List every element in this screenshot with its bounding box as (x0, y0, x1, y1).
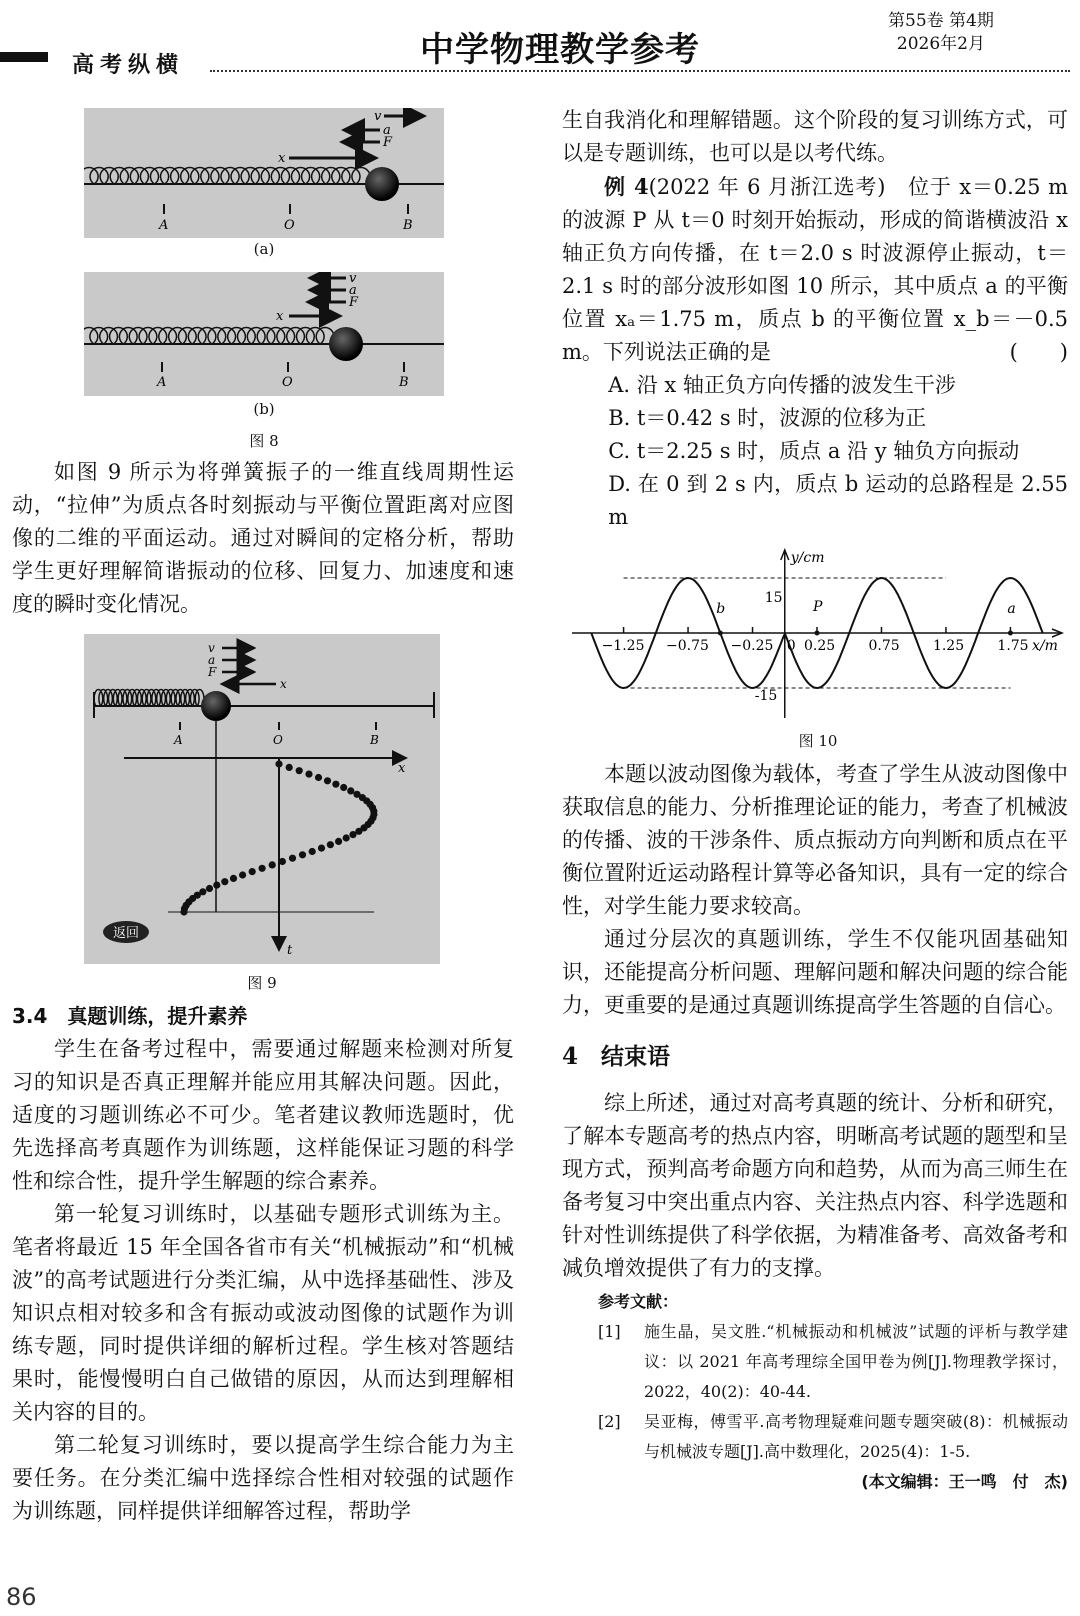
right-column-bottom (562, 758, 1068, 1497)
paragraph: 第二轮复习训练时，要以提高学生综合能力为主要任务。在分类汇编中选择综合性相对较强的试题作为训练题，同样提供详细解答过程，帮助学 (12, 1433, 514, 1523)
x-tick-label: −0.75 (666, 638, 709, 654)
trace-dot (340, 784, 347, 791)
return-button-label: 返回 (112, 926, 140, 941)
example-text: (2022 年 6 月浙江选考) 位于 x＝0.25 m 的波源 P 从 t＝0 时刻开始振动，形成的简谐横波沿 x 轴正负方向传播，在 t＝2.0 s 时波源停止振动，t＝2.1 s 时的部分波形如图 10 所示，其中质点 a 的平衡位置 xₐ＝1.75 m，质点 b 的平衡位置 x_b＝－0.5 m。下列说法正确的是 (562, 175, 1068, 364)
a-label: a (208, 653, 216, 667)
trace-dot (221, 878, 228, 885)
trace-dot (180, 908, 187, 915)
point-marker (718, 631, 723, 636)
trace-dot (327, 841, 334, 848)
point-a-label: A (159, 218, 169, 233)
journal-title: 中学物理教学参考 (420, 30, 700, 70)
paragraph: 如图 9 所示为将弹簧振子的一维直线周期性运动，“拉伸”为质点各时刻振动与平衡位置距离对应图像的二维的平面运动。通过对瞬间的定格分析，帮助学生更好理解简谐振动的位移、回复力、加速度和速度的瞬时变化情况。 (12, 460, 514, 616)
x-tick-label: −1.25 (601, 638, 645, 654)
x-label: x (276, 309, 284, 324)
section-heading-4: 4 结束语 (562, 1043, 671, 1070)
ball (329, 327, 363, 361)
f-label: F (208, 665, 217, 679)
right-column-top (562, 104, 1068, 534)
x-axis-label: x (398, 761, 406, 776)
trace-dot (239, 871, 246, 878)
f-label: F (349, 295, 359, 310)
trace-dot (332, 781, 339, 788)
reference-number: [2] (598, 1412, 621, 1431)
trace-dot (299, 851, 306, 858)
figure-8b-caption: (b) (253, 400, 275, 418)
trace-dot (324, 777, 331, 784)
t-axis-label: t (287, 943, 293, 958)
trace-dot (296, 767, 303, 774)
option-a: A. 沿 x 轴正负方向传播的波发生干涉 (608, 373, 956, 397)
y-axis-label: y/cm (790, 550, 825, 566)
point-marker (815, 631, 820, 636)
y-tick-top: 15 (764, 590, 783, 606)
paragraph: 学生在备考过程中，需要通过解题来检测对所复习的知识是否真正理解并能应用其解决问题。因此，适度的习题训练必不可少。笔者建议教师选题时，优先选择高考真题作为训练题，这样能保证习题的科学性和综合性，提升学生解题的综合素养。 (12, 1037, 514, 1193)
point-marker (1008, 631, 1013, 636)
trace-dot (286, 764, 293, 771)
point-p-label: P (813, 599, 823, 615)
v-label: v (208, 641, 215, 655)
x-tick-label: 1.75 (997, 638, 1029, 654)
editor-note: (本文编辑：王一鸣 付 杰) (861, 1472, 1068, 1491)
reference-item (562, 1407, 1068, 1467)
trace-dot (343, 834, 350, 841)
option-b: B. t＝0.42 s 时，波源的位移为正 (608, 406, 927, 430)
issue-date: 2026年2月 (896, 34, 985, 54)
figure-8-caption: 图 8 (249, 432, 279, 450)
ball (365, 167, 399, 201)
point-o-label: O (273, 733, 283, 747)
x-tick-label: −0.25 (730, 638, 774, 654)
references-title: 参考文献： (598, 1292, 679, 1311)
trace-dot (249, 868, 256, 875)
figure-9-caption: 图 9 (247, 974, 277, 992)
figure-10-caption: 图 10 (798, 732, 838, 750)
x-label: x (278, 151, 286, 166)
trace-dot (259, 865, 266, 872)
v-label: v (374, 109, 382, 124)
chart-plot (572, 550, 1062, 718)
x-tick-label: 0.75 (868, 638, 900, 654)
figure-8b (84, 272, 444, 396)
reference-number: [1] (598, 1322, 621, 1341)
example-4 (562, 170, 1068, 369)
x-tick-label: 1.25 (932, 638, 965, 654)
v-label: v (349, 272, 357, 286)
point-b-label: B (370, 733, 379, 747)
point-a-label: A (157, 375, 167, 390)
section-name: 高考纵横 (72, 53, 185, 78)
figure-10-chart (568, 548, 1068, 718)
trace-dot (305, 771, 312, 778)
f-label: F (383, 135, 393, 150)
section-tab-bar (0, 52, 48, 62)
references (562, 1287, 1068, 1497)
trace-dot (335, 838, 342, 845)
trace-dot (349, 831, 356, 838)
figure-9 (84, 634, 440, 964)
page-number: 86 (6, 1583, 37, 1611)
x-tick-label: 0.25 (804, 638, 836, 654)
trace-dot (275, 760, 282, 767)
paragraph: 本题以波动图像为载体，考查了学生从波动图像中获取信息的能力、分析推理论证的能力，考查了机械波的传播、波的干涉条件、质点振动方向判断和质点在平衡位置附近运动路程计算等必备知识，具有一定的综合性，对学生能力要求较高。 (562, 762, 1068, 918)
figure-8a (84, 108, 444, 238)
trace-dot (318, 845, 325, 852)
ball (201, 691, 231, 721)
paragraph: 通过分层次的真题训练，学生不仅能巩固基础知识，还能提高分析问题、理解问题和解决问题的综合能力，更重要的是通过真题训练提高学生答题的自信心。 (562, 927, 1068, 1017)
reference-text: 吴亚梅，傅雪平.高考物理疑难问题专题突破(8)：机械振动与机械波专题[J].高中数理化，2025(4)：1-5. (644, 1412, 1068, 1461)
point-b-label: b (716, 601, 726, 617)
reference-item (562, 1317, 1068, 1407)
option-c: C. t＝2.25 s 时，质点 a 沿 y 轴负方向振动 (608, 439, 1020, 463)
trace-dot (309, 848, 316, 855)
trace-dot (289, 855, 296, 862)
point-o-label: O (284, 218, 295, 233)
point-o-label: O (282, 375, 293, 390)
x-tick-label: 0 (786, 638, 796, 654)
trace-dot (269, 861, 276, 868)
answer-bracket: ( ) (1009, 340, 1068, 364)
volume: 第55卷 第4期 (888, 11, 994, 31)
trace-dot (213, 882, 220, 889)
point-b-label: B (399, 375, 409, 390)
x-axis-label: x/m (1032, 638, 1058, 654)
figure-8a-caption: (a) (253, 240, 275, 258)
point-b-label: B (403, 218, 413, 233)
paragraph: 生自我消化和理解错题。这个阶段的复习训练方式，可以是专题训练，也可以是以考代练。 (562, 108, 1068, 165)
reference-text: 施生晶，吴文胜.“机械振动和机械波”试题的评析与教学建议：以 2021 年高考理综全国甲卷为例[J].物理教学探讨，2022，40(2)：40-44. (644, 1322, 1068, 1401)
trace-dot (206, 885, 213, 892)
point-a-label: a (1007, 601, 1016, 617)
paragraph: 第一轮复习训练时，以基础专题形式训练为主。笔者将最近 15 年全国各省市有关“机械振动”和“机械波”的高考试题进行分类汇编，从中选择基础性、涉及知识点相对较多和含有振动或波动图像的试题作为训练专题，同时提供详细的解析过程。学生核对答题结果时，能慢慢明白自己做错的原因，从而达到理解相关内容的目的。 (12, 1202, 514, 1424)
paragraph: 综上所述，通过对高考真题的统计、分析和研究，了解本专题高考的热点内容，明晰高考试题的题型和呈现方式，预判高考命题方向和趋势，从而为高三师生在备考复习中突出重点内容、关注热点内容、科学选题和针对性训练提供了科学依据，为精准备考、高效备考和减负增效提供了有力的支撑。 (562, 1091, 1068, 1280)
left-column-top (12, 456, 514, 621)
example-label: 例 4 (604, 174, 649, 199)
trace-dot (347, 787, 354, 794)
y-tick-bottom: -15 (754, 688, 778, 704)
option-d: D. 在 0 到 2 s 内，质点 b 运动的总路程是 2.55 m (608, 472, 1068, 529)
section-heading-3-4: 3.4 真题训练，提升素养 (12, 1004, 248, 1028)
a-label: a (383, 123, 391, 138)
x-label: x (280, 677, 287, 691)
trace-dot (279, 858, 286, 865)
a-label: a (349, 283, 357, 298)
point-a-label: A (174, 733, 183, 747)
left-column-bottom (12, 1000, 514, 1528)
issue-info (888, 10, 994, 56)
trace-dot (230, 875, 237, 882)
trace-dot (315, 774, 322, 781)
